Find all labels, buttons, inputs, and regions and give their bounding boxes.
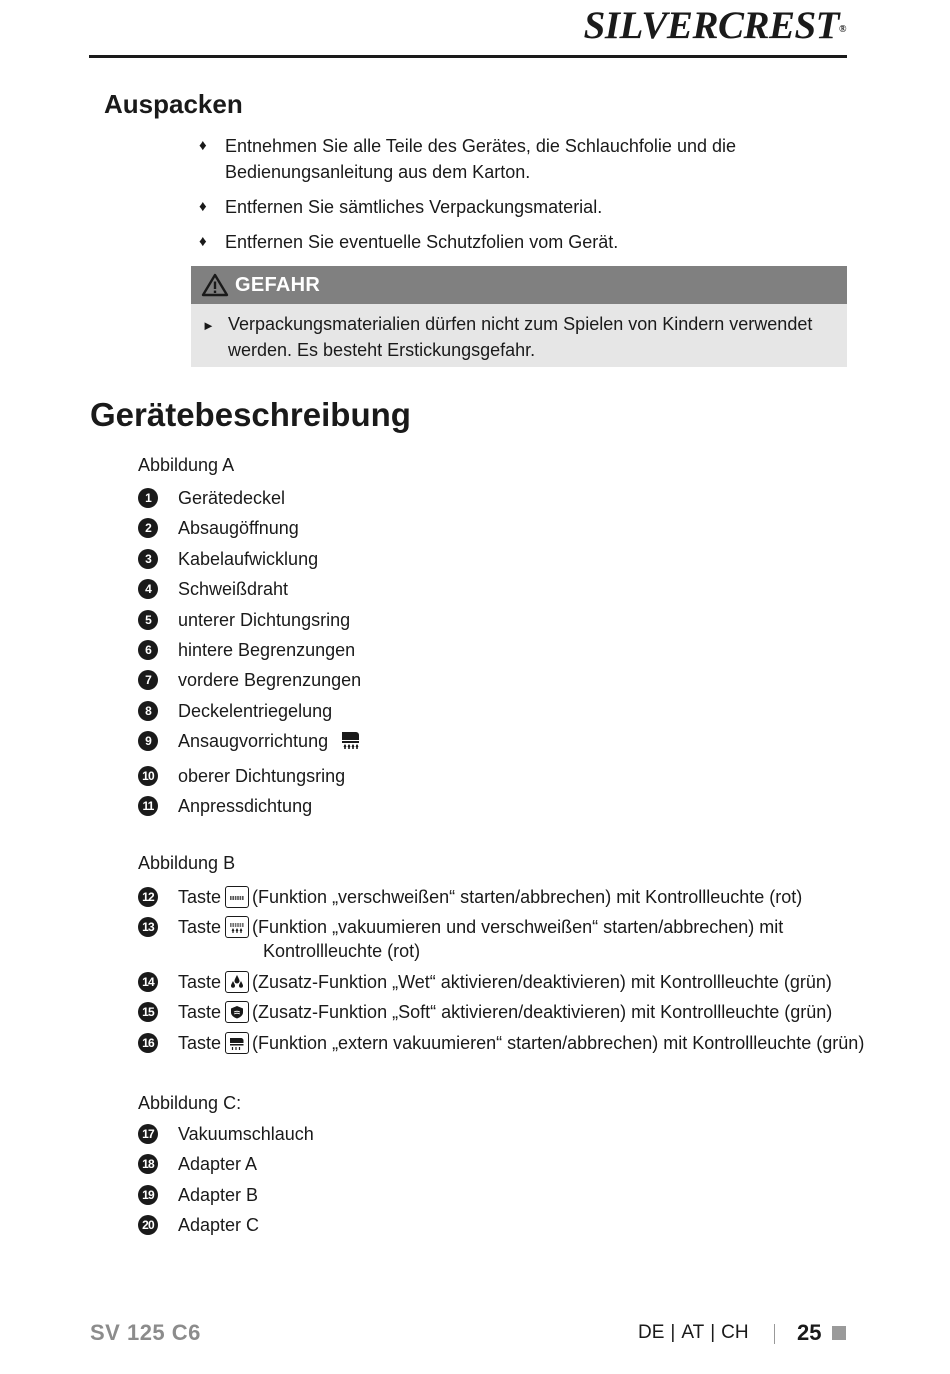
section-heading-unpack: Auspacken xyxy=(104,89,243,119)
figure-c-list xyxy=(138,1122,898,1244)
danger-title: GEFAHR xyxy=(235,273,321,296)
brand-logo: SILVERCREST® xyxy=(583,4,846,47)
item-number: 1 xyxy=(138,488,158,508)
list-item: 6 hintere Begrenzungen xyxy=(138,638,898,662)
arrow-bullet-icon: ► xyxy=(202,318,215,333)
seal-icon xyxy=(225,886,249,908)
item-number: 19 xyxy=(138,1185,158,1205)
item-number: 14 xyxy=(138,972,158,992)
list-item: ♦ Entfernen Sie sämtliches Verpackungsmaterial. xyxy=(199,194,859,220)
unpack-bullet-list xyxy=(199,133,859,264)
list-item: 12 Taste (Funktion „verschweißen“ starten/abbrechen) mit Kontrollleuchte (rot) xyxy=(138,885,898,909)
figure-a-label: Abbildung A xyxy=(138,455,235,475)
footer-languages: DE | AT | CH xyxy=(638,1322,749,1343)
footer-divider xyxy=(774,1324,775,1344)
list-item: 17 Vakuumschlauch xyxy=(138,1122,898,1146)
figure-a-list xyxy=(138,486,898,824)
item-number: 17 xyxy=(138,1124,158,1144)
item-number: 15 xyxy=(138,1002,158,1022)
vacuum-nozzle-icon xyxy=(339,729,361,757)
item-number: 2 xyxy=(138,518,158,538)
header-rule xyxy=(89,55,847,58)
footer-square-icon xyxy=(832,1326,846,1340)
danger-box xyxy=(191,266,847,367)
list-item: ♦ Entfernen Sie eventuelle Schutzfolien vom Gerät. xyxy=(199,229,859,255)
list-item: 15 Taste (Zusatz-Funktion „Soft“ aktivieren/deaktivieren) mit Kontrollleuchte (grün) xyxy=(138,1000,898,1024)
list-item: 16 Taste (Funktion „extern vakuumieren“ starten/abbrechen) mit Kontrollleuchte (grün) xyxy=(138,1031,898,1055)
external-vacuum-icon xyxy=(225,1032,249,1054)
list-item: 3 Kabelaufwicklung xyxy=(138,547,898,571)
item-number: 11 xyxy=(138,796,158,816)
diamond-bullet-icon: ♦ xyxy=(199,137,207,154)
list-item: 7 vordere Begrenzungen xyxy=(138,668,898,692)
item-number: 3 xyxy=(138,549,158,569)
item-number: 8 xyxy=(138,701,158,721)
soft-icon xyxy=(225,1001,249,1023)
list-item: 13 Taste (Funktion „vakuumieren und verschweißen“ starten/abbrechen) mit Kontrollleuchte (rot) xyxy=(138,915,898,963)
list-item: 14 Taste (Zusatz-Funktion „Wet“ aktivieren/deaktivieren) mit Kontrollleuchte (grün) xyxy=(138,970,898,994)
figure-b-label: Abbildung B xyxy=(138,853,236,873)
list-item: 19 Adapter B xyxy=(138,1183,898,1207)
item-number: 6 xyxy=(138,640,158,660)
item-number: 4 xyxy=(138,579,158,599)
footer-model: SV 125 C6 xyxy=(90,1320,201,1345)
item-number: 9 xyxy=(138,731,158,751)
item-number: 18 xyxy=(138,1154,158,1174)
item-number: 12 xyxy=(138,887,158,907)
figure-b-list xyxy=(138,885,898,1061)
list-item: 1 Gerätedeckel xyxy=(138,486,898,510)
list-item: 20 Adapter C xyxy=(138,1213,898,1237)
list-item: 11 Anpressdichtung xyxy=(138,794,898,818)
item-number: 5 xyxy=(138,610,158,630)
item-number: 7 xyxy=(138,670,158,690)
section-heading-description: Gerätebeschreibung xyxy=(90,396,411,433)
item-number: 13 xyxy=(138,917,158,937)
wet-drops-icon xyxy=(225,971,249,993)
list-item: 2 Absaugöffnung xyxy=(138,516,898,540)
list-item: 5 unterer Dichtungsring xyxy=(138,608,898,632)
list-item: 18 Adapter A xyxy=(138,1152,898,1176)
item-number: 16 xyxy=(138,1033,158,1053)
item-number: 20 xyxy=(138,1215,158,1235)
figure-c-label: Abbildung C: xyxy=(138,1093,242,1113)
list-item: 8 Deckelentriegelung xyxy=(138,699,898,723)
item-number: 10 xyxy=(138,766,158,786)
diamond-bullet-icon: ♦ xyxy=(199,198,207,215)
list-item: 4 Schweißdraht xyxy=(138,577,898,601)
danger-header xyxy=(191,266,847,304)
list-item: ♦ Entnehmen Sie alle Teile des Gerätes, die Schlauchfolie und die Bedienungsanleitung aus dem Karton. xyxy=(199,133,859,185)
vacuum-seal-icon xyxy=(225,916,249,938)
diamond-bullet-icon: ♦ xyxy=(199,233,207,250)
warning-triangle-icon xyxy=(201,273,229,297)
list-item: 9 Ansaugvorrichtung xyxy=(138,729,898,757)
list-item: 10 oberer Dichtungsring xyxy=(138,764,898,788)
page-number: 25 xyxy=(797,1320,822,1345)
danger-text: ► Verpackungsmaterialien dürfen nicht zum Spielen von Kindern verwendet werden. Es besteht Erstickungsgefahr. xyxy=(202,314,813,360)
